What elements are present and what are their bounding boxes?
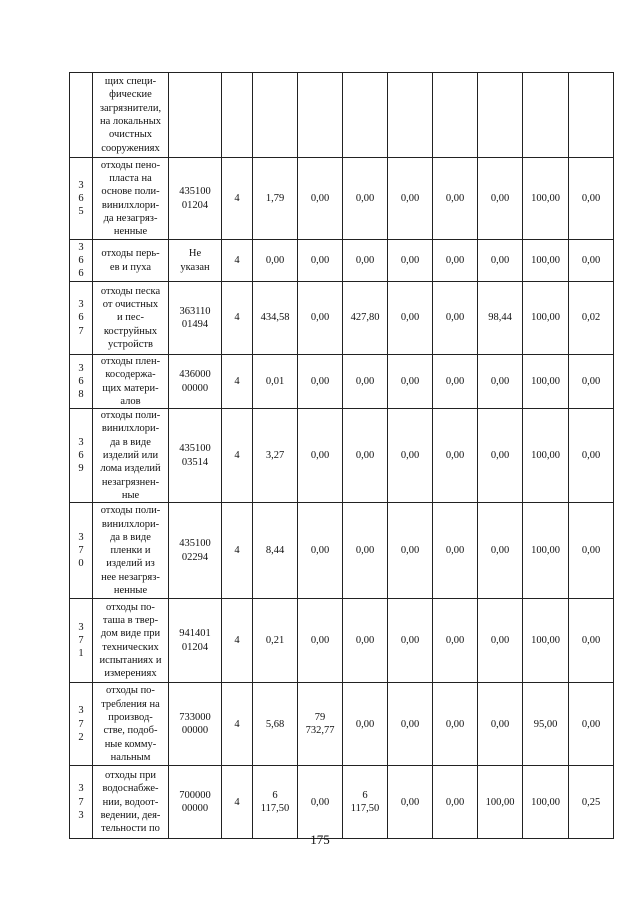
table-row	[70, 599, 614, 683]
value-cell-6: 0,00	[478, 409, 523, 503]
table-row	[70, 766, 614, 839]
value-cell-3: 0,00	[343, 158, 388, 240]
fkko-code-cell: 436000 00000	[169, 355, 222, 409]
value-cell-4: 0,00	[388, 503, 433, 599]
row-number-cell	[70, 73, 93, 158]
value-cell-2: 0,00	[298, 158, 343, 240]
hazard-class-cell: 4	[222, 240, 253, 282]
value-cell-4: 0,00	[388, 683, 433, 766]
value-cell-8: 0,00	[569, 503, 614, 599]
value-cell-6: 0,00	[478, 503, 523, 599]
hazard-class-cell: 4	[222, 282, 253, 355]
value-cell-8: 0,00	[569, 158, 614, 240]
waste-name-cell: отходы песка от очистных и пес- коструйных устройств	[93, 282, 169, 355]
value-cell-5: 0,00	[433, 766, 478, 839]
value-cell-2	[298, 73, 343, 158]
value-cell-7: 95,00	[523, 683, 569, 766]
table-row	[70, 409, 614, 503]
value-cell-1: 434,58	[253, 282, 298, 355]
value-cell-3: 0,00	[343, 599, 388, 683]
row-number-cell: 3 7 2	[70, 683, 93, 766]
value-cell-4: 0,00	[388, 240, 433, 282]
value-cell-3: 6 117,50	[343, 766, 388, 839]
value-cell-4: 0,00	[388, 158, 433, 240]
table-row	[70, 158, 614, 240]
row-number-cell: 3 7 3	[70, 766, 93, 839]
value-cell-4: 0,00	[388, 282, 433, 355]
value-cell-6: 0,00	[478, 240, 523, 282]
value-cell-8: 0,25	[569, 766, 614, 839]
value-cell-8: 0,00	[569, 683, 614, 766]
value-cell-6: 0,00	[478, 158, 523, 240]
row-number-cell: 3 6 9	[70, 409, 93, 503]
row-number-cell: 3 7 1	[70, 599, 93, 683]
value-cell-4	[388, 73, 433, 158]
value-cell-7: 100,00	[523, 503, 569, 599]
value-cell-4: 0,00	[388, 599, 433, 683]
waste-name-cell: отходы перь- ев и пуха	[93, 240, 169, 282]
hazard-class-cell: 4	[222, 158, 253, 240]
waste-name-cell: отходы плен- косодержа- щих матери- алов	[93, 355, 169, 409]
hazard-class-cell: 4	[222, 355, 253, 409]
row-number-cell: 3 6 8	[70, 355, 93, 409]
value-cell-5: 0,00	[433, 282, 478, 355]
value-cell-1: 3,27	[253, 409, 298, 503]
value-cell-7: 100,00	[523, 282, 569, 355]
hazard-class-cell: 4	[222, 599, 253, 683]
value-cell-6: 98,44	[478, 282, 523, 355]
page-number: 175	[310, 832, 330, 847]
table-body	[70, 73, 614, 839]
value-cell-3: 0,00	[343, 240, 388, 282]
value-cell-4: 0,00	[388, 766, 433, 839]
value-cell-8	[569, 73, 614, 158]
value-cell-8: 0,00	[569, 409, 614, 503]
value-cell-7: 100,00	[523, 766, 569, 839]
hazard-class-cell: 4	[222, 683, 253, 766]
waste-name-cell: отходы при водоснабже- нии, водоот- ведении, дея- тельности по	[93, 766, 169, 839]
waste-name-cell: отходы пено- пласта на основе поли- винилхлори- да незагряз- ненные	[93, 158, 169, 240]
fkko-code-cell: 435100 01204	[169, 158, 222, 240]
value-cell-2: 0,00	[298, 766, 343, 839]
value-cell-7: 100,00	[523, 409, 569, 503]
row-number-cell: 3 6 6	[70, 240, 93, 282]
value-cell-3	[343, 73, 388, 158]
value-cell-8: 0,00	[569, 240, 614, 282]
value-cell-8: 0,00	[569, 599, 614, 683]
value-cell-3: 0,00	[343, 503, 388, 599]
value-cell-2: 0,00	[298, 240, 343, 282]
fkko-code-cell: 733000 00000	[169, 683, 222, 766]
value-cell-1: 5,68	[253, 683, 298, 766]
row-number-cell: 3 6 7	[70, 282, 93, 355]
waste-name-cell: щих специ- фические загрязнители, на локальных очистных сооружениях	[93, 73, 169, 158]
value-cell-7: 100,00	[523, 355, 569, 409]
value-cell-3: 0,00	[343, 683, 388, 766]
hazard-class-cell: 4	[222, 409, 253, 503]
table-row	[70, 355, 614, 409]
value-cell-2: 0,00	[298, 409, 343, 503]
value-cell-7: 100,00	[523, 599, 569, 683]
value-cell-6: 0,00	[478, 355, 523, 409]
value-cell-5: 0,00	[433, 158, 478, 240]
value-cell-3: 0,00	[343, 409, 388, 503]
value-cell-3: 0,00	[343, 355, 388, 409]
value-cell-1: 1,79	[253, 158, 298, 240]
value-cell-6: 0,00	[478, 683, 523, 766]
fkko-code-cell: 700000 00000	[169, 766, 222, 839]
value-cell-3: 427,80	[343, 282, 388, 355]
value-cell-5: 0,00	[433, 409, 478, 503]
value-cell-2: 0,00	[298, 599, 343, 683]
value-cell-4: 0,00	[388, 409, 433, 503]
waste-name-cell: отходы по- таша в твер- дом виде при технических испытаниях и измерениях	[93, 599, 169, 683]
value-cell-2: 0,00	[298, 282, 343, 355]
value-cell-8: 0,00	[569, 355, 614, 409]
value-cell-5: 0,00	[433, 355, 478, 409]
value-cell-6: 0,00	[478, 599, 523, 683]
value-cell-1	[253, 73, 298, 158]
fkko-code-cell: 941401 01204	[169, 599, 222, 683]
value-cell-5: 0,00	[433, 599, 478, 683]
value-cell-1: 0,01	[253, 355, 298, 409]
value-cell-1: 0,21	[253, 599, 298, 683]
waste-name-cell: отходы поли- винилхлори- да в виде изделий или лома изделий незагрязнен- ные	[93, 409, 169, 503]
hazard-class-cell: 4	[222, 766, 253, 839]
row-number-cell: 3 6 5	[70, 158, 93, 240]
waste-name-cell: отходы поли- винилхлори- да в виде пленки и изделий из нее незагряз- ненные	[93, 503, 169, 599]
value-cell-5: 0,00	[433, 683, 478, 766]
table-row	[70, 282, 614, 355]
fkko-code-cell: 435100 03514	[169, 409, 222, 503]
value-cell-6: 100,00	[478, 766, 523, 839]
value-cell-1: 8,44	[253, 503, 298, 599]
table-row	[70, 240, 614, 282]
waste-name-cell: отходы по- требления на производ- стве, подоб- ные комму- нальным	[93, 683, 169, 766]
value-cell-4: 0,00	[388, 355, 433, 409]
hazard-class-cell: 4	[222, 503, 253, 599]
fkko-code-cell	[169, 73, 222, 158]
value-cell-2: 79 732,77	[298, 683, 343, 766]
value-cell-5: 0,00	[433, 240, 478, 282]
value-cell-1: 6 117,50	[253, 766, 298, 839]
value-cell-7: 100,00	[523, 240, 569, 282]
value-cell-7: 100,00	[523, 158, 569, 240]
table-row	[70, 683, 614, 766]
fkko-code-cell: 363110 01494	[169, 282, 222, 355]
value-cell-6	[478, 73, 523, 158]
value-cell-1: 0,00	[253, 240, 298, 282]
table-row	[70, 73, 614, 158]
fkko-code-cell: Не указан	[169, 240, 222, 282]
hazard-class-cell	[222, 73, 253, 158]
value-cell-2: 0,00	[298, 503, 343, 599]
table-row	[70, 503, 614, 599]
value-cell-5: 0,00	[433, 503, 478, 599]
value-cell-2: 0,00	[298, 355, 343, 409]
waste-table	[69, 72, 614, 839]
value-cell-8: 0,02	[569, 282, 614, 355]
fkko-code-cell: 435100 02294	[169, 503, 222, 599]
value-cell-5	[433, 73, 478, 158]
value-cell-7	[523, 73, 569, 158]
row-number-cell: 3 7 0	[70, 503, 93, 599]
